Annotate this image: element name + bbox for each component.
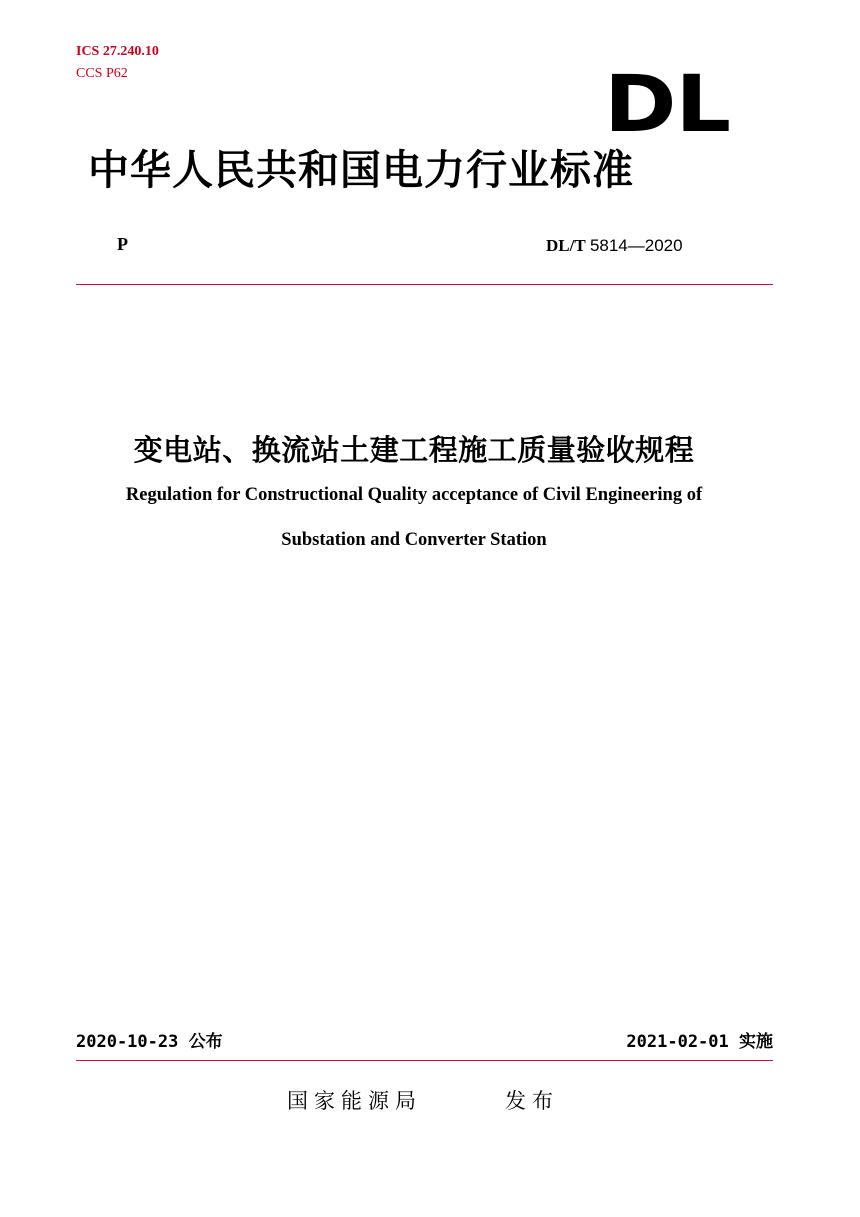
document-title-en-line1: Regulation for Constructional Quality acceptance of Civil Engineering of xyxy=(125,485,703,505)
publish-date: 2020-10-23 公布 xyxy=(76,1032,223,1052)
effective-date: 2021-02-01 实施 xyxy=(626,1032,773,1052)
ccs-code: CCS P62 xyxy=(76,66,128,81)
document-title-zh: 变电站、换流站土建工程施工质量验收规程 xyxy=(133,433,695,467)
standard-category-title: 中华人民共和国电力行业标准 xyxy=(88,146,634,194)
document-title-en-line2: Substation and Converter Station xyxy=(281,530,547,550)
standard-number xyxy=(546,236,683,256)
standard-number-prefix: DL/T xyxy=(546,236,586,255)
classification-code: P xyxy=(117,234,128,254)
issue-action: 发布 xyxy=(505,1089,559,1113)
standard-number-value: 5814—2020 xyxy=(589,236,683,255)
dl-logo: DL xyxy=(604,60,730,150)
ics-code: ICS 27.240.10 xyxy=(76,44,159,59)
bottom-divider xyxy=(76,1060,773,1061)
issuing-authority: 国家能源局 xyxy=(287,1089,422,1113)
top-divider xyxy=(76,284,773,285)
